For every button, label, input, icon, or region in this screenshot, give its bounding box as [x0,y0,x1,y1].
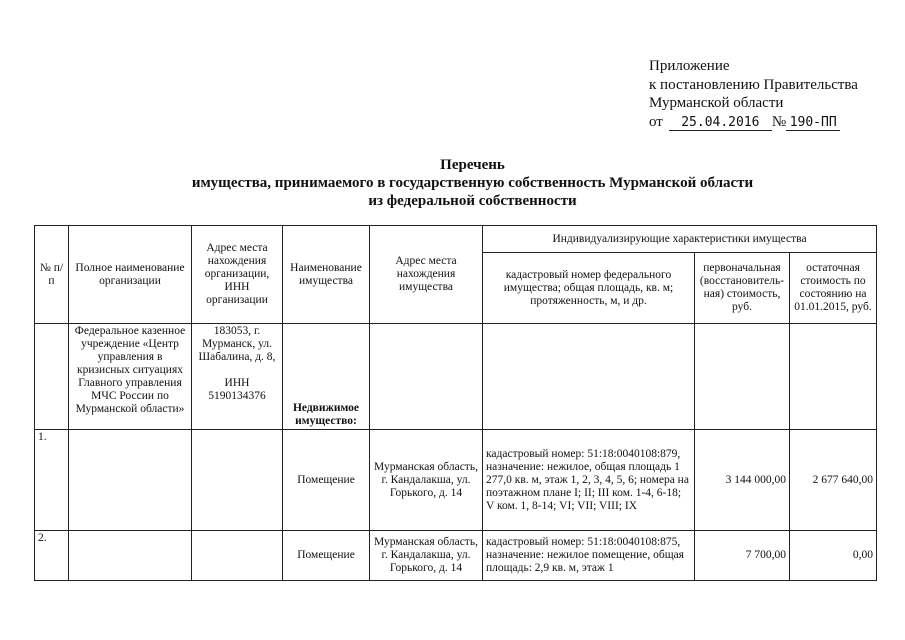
org-inn: ИНН 5190134376 [208,377,266,402]
header-cadastral: кадастровый номер федерального имущества; общая площадь, кв. м; протяженность, м, и др. [483,253,695,324]
annex-number-sign: № [771,113,787,130]
row-property-name: Помещение [283,430,370,531]
annex-block [649,57,858,131]
document-title [0,156,905,210]
org-row-empty-4 [790,324,877,430]
org-address-cell [192,324,283,430]
row-property-address: Мурманская область, г. Кандалакша, ул. Горького, д. 14 [370,430,483,531]
row-empty-address [192,430,283,531]
annex-number: 190-ПП [786,116,840,131]
org-row [35,324,877,430]
annex-line-3: Мурманской области [649,95,784,111]
row-residual-cost: 0,00 [790,531,877,581]
annex-from-label: от [649,113,663,130]
property-table [34,225,877,581]
row-num: 1. [35,430,69,531]
annex-date: 25.04.2016 [669,116,772,131]
header-property-address: Адрес места нахождения имущества [370,226,483,324]
annex-line-1: Приложение [649,58,730,74]
org-row-empty-1 [370,324,483,430]
row-initial-cost: 3 144 000,00 [695,430,790,531]
row-residual-cost: 2 677 640,00 [790,430,877,531]
row-empty-address [192,531,283,581]
row-initial-cost: 7 700,00 [695,531,790,581]
header-org-address: Адрес места нахождения организации, ИНН организации [192,226,283,324]
row-num: 2. [35,531,69,581]
row-property-address: Мурманская область, г. Кандалакша, ул. Горького, д. 14 [370,531,483,581]
header-num: № п/п [35,226,69,324]
table-row [35,430,877,531]
header-characteristics-group: Индивидуализирующие характеристики имущества [483,226,877,253]
org-row-empty-3 [695,324,790,430]
org-address: 183053, г. Мурманск, ул. Шабалина, д. 8, [198,325,276,363]
row-property-name: Помещение [283,531,370,581]
title-line-3: из федеральной собственности [368,193,577,209]
org-row-num [35,324,69,430]
header-residual-cost: остаточная стоимость по состоянию на 01.01.2015, руб. [790,253,877,324]
table-row [35,531,877,581]
annex-date-line [649,113,858,132]
title-line-2: имущества, принимаемого в государственную собственность Мурманской области [191,175,754,191]
row-empty-org [69,430,192,531]
row-cadastral: кадастровый номер: 51:18:0040108:879, назначение: нежилое, общая площадь 1 277,0 кв. м, этаж 1, 2, 3, 4, 5, 6; номера на поэтажном плане I; II; III ком. 1-4, 6-18; V ком. 1, 8-14; VI; VII; VIII; IX [483,430,695,531]
header-row-1 [35,226,877,253]
header-property-name: Наименование имущества [283,226,370,324]
header-initial-cost: первоначальная (восстановитель-ная) стоимость, руб. [695,253,790,324]
property-group-label: Недвижимое имущество: [283,324,370,430]
header-org-name: Полное наименование организации [69,226,192,324]
row-cadastral: кадастровый номер: 51:18:0040108:875, назначение: нежилое помещение, общая площадь: 2,9 кв. м, этаж 1 [483,531,695,581]
org-row-empty-2 [483,324,695,430]
annex-line-2: к постановлению Правительства [649,76,858,93]
row-empty-org [69,531,192,581]
org-name: Федеральное казенное учреждение «Центр управления в кризисных ситуациях Главного управления МЧС России по Мурманской области» [69,324,192,430]
title-line-1: Перечень [440,157,505,173]
